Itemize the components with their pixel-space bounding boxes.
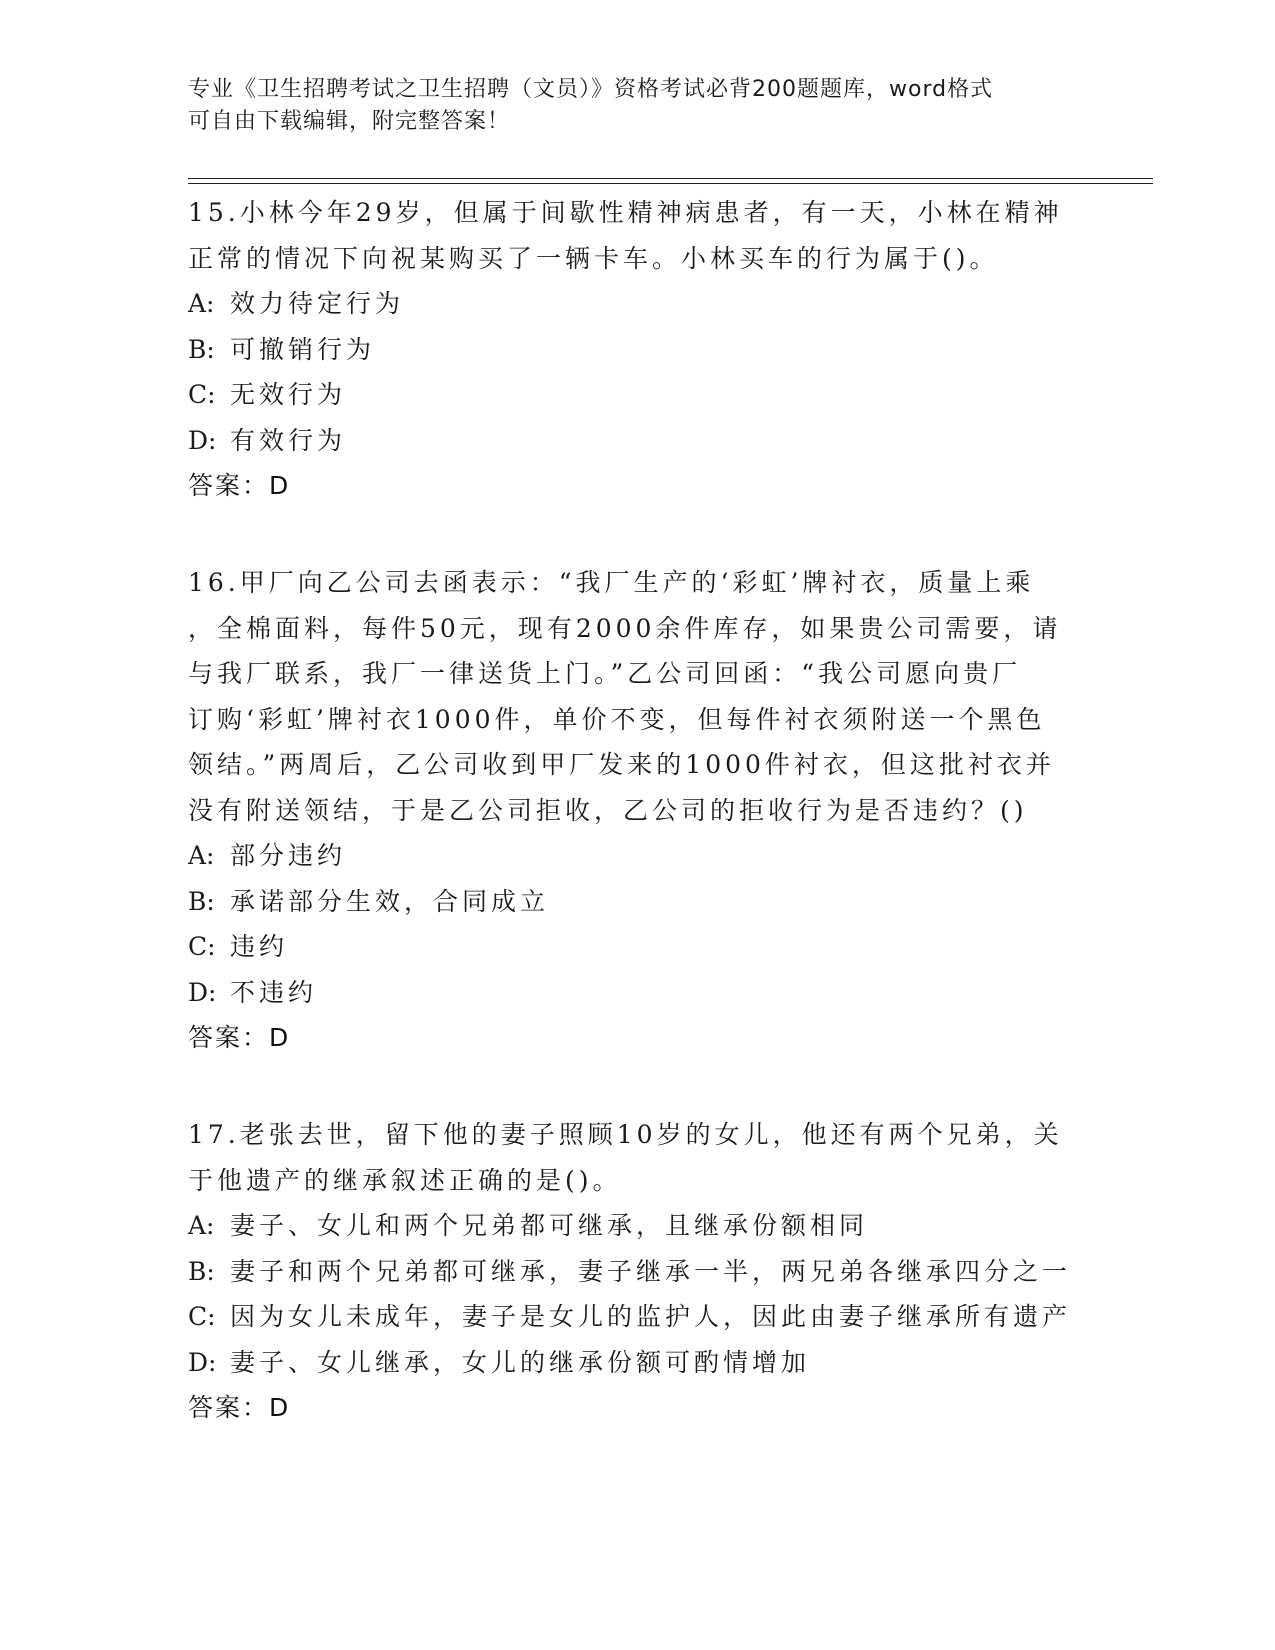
stem-line: ，全棉面料，每件50元，现有2000余件库存，如果贵公司需要，请 — [188, 613, 1062, 643]
stem-line: 17.老张去世，留下他的妻子照顾10岁的女儿，他还有两个兄弟，关 — [188, 1120, 1063, 1149]
stem-line: 领结。”两周后，乙公司收到甲厂发来的1000件衬衣，但这批衬衣并 — [188, 750, 1055, 779]
option-text: 承诺部分生效，合同成立 — [230, 886, 550, 916]
option-key: B: — [188, 1256, 215, 1286]
option-text: 部分违约 — [230, 841, 347, 870]
question-16 — [188, 560, 1088, 1060]
option-key: B: — [188, 886, 215, 916]
option-b — [188, 327, 1088, 373]
option-a — [188, 1203, 1088, 1249]
stem-line: 订购‘彩虹’牌衬衣1000件，单价不变，但每件衬衣须附送一个黑色 — [188, 704, 1046, 734]
option-text: 可撤销行为 — [230, 334, 376, 364]
document-header — [188, 74, 1068, 138]
option-key: D: — [188, 425, 217, 455]
question-stem — [188, 560, 1088, 833]
option-key: D: — [188, 1347, 217, 1377]
option-key: A: — [188, 289, 215, 318]
option-d — [188, 970, 1088, 1016]
header-divider-bottom — [188, 183, 1153, 184]
header-line-2: 可自由下载编辑，附完整答案！ — [188, 109, 511, 134]
option-text: 有效行为 — [230, 425, 347, 455]
option-key: D: — [188, 977, 217, 1007]
header-divider-top — [188, 178, 1153, 179]
stem-line: 于他遗产的继承叙述正确的是()。 — [188, 1165, 622, 1195]
stem-line: 正常的情况下向祝某购买了一辆卡车。小林买车的行为属于()。 — [188, 243, 999, 273]
option-text: 妻子、女儿继承，女儿的继承份额可酌情增加 — [230, 1347, 811, 1377]
answer-line: 答案：D — [188, 1023, 291, 1052]
option-text: 违约 — [230, 932, 289, 961]
option-text: 效力待定行为 — [230, 289, 405, 318]
answer-line: 答案：D — [188, 1393, 291, 1422]
option-c — [188, 372, 1088, 418]
answer-line: 答案：D — [188, 471, 291, 500]
header-line-1: 专业《卫生招聘考试之卫生招聘（文员）》资格考试必背200题题库，word格式 — [188, 77, 994, 102]
option-text: 因为女儿未成年，妻子是女儿的监护人，因此由妻子继承所有遗产 — [230, 1302, 1072, 1331]
question-17 — [188, 1112, 1088, 1430]
option-key: B: — [188, 334, 215, 364]
stem-line: 没有附送领结，于是乙公司拒收，乙公司的拒收行为是否违约？() — [188, 795, 1028, 825]
option-a — [188, 281, 1088, 327]
option-text: 妻子、女儿和两个兄弟都可继承，且继承份额相同 — [230, 1211, 869, 1240]
option-c — [188, 1294, 1088, 1340]
stem-line: 与我厂联系，我厂一律送货上门。”乙公司回函：“我公司愿向贵厂 — [188, 659, 1022, 688]
option-b — [188, 1249, 1088, 1295]
option-text: 不违约 — [230, 977, 318, 1007]
question-15 — [188, 190, 1088, 508]
option-key: C: — [188, 1302, 216, 1331]
question-stem — [188, 1112, 1088, 1203]
option-b — [188, 879, 1088, 925]
option-d — [188, 1340, 1088, 1386]
option-text: 妻子和两个兄弟都可继承，妻子继承一半，两兄弟各继承四分之一 — [230, 1256, 1072, 1286]
option-key: C: — [188, 380, 216, 409]
option-a — [188, 833, 1088, 879]
question-stem — [188, 190, 1088, 281]
option-text: 无效行为 — [230, 380, 347, 409]
option-c — [188, 924, 1088, 970]
stem-line: 16.甲厂向乙公司去函表示：“我厂生产的‘彩虹’牌衬衣，质量上乘 — [188, 568, 1035, 597]
option-key: A: — [188, 1211, 215, 1240]
option-key: A: — [188, 841, 215, 870]
stem-line: 15.小林今年29岁，但属于间歇性精神病患者，有一天，小林在精神 — [188, 198, 1063, 227]
question-list — [188, 190, 1088, 1482]
option-d — [188, 418, 1088, 464]
option-key: C: — [188, 932, 216, 961]
